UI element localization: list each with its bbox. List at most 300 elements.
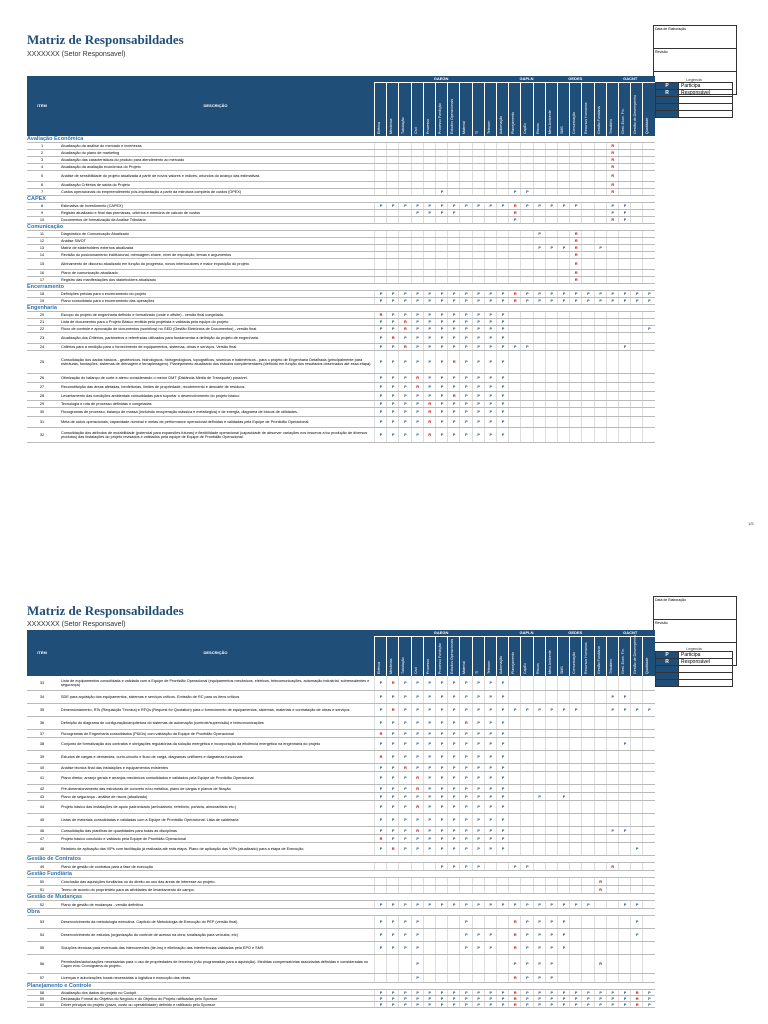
matrix-cell: P (533, 203, 546, 209)
matrix-cell: R (423, 401, 436, 407)
matrix-cell (423, 157, 436, 163)
matrix-cell: P (398, 312, 411, 318)
matrix-cell (447, 886, 460, 893)
matrix-cell (435, 238, 448, 244)
matrix-cell (569, 676, 582, 690)
matrix-cell (630, 408, 643, 416)
matrix-cell (594, 691, 607, 703)
matrix-cell (618, 751, 631, 763)
matrix-cell (398, 150, 411, 156)
row-number: 5 (40, 174, 44, 178)
matrix-cell (569, 738, 582, 750)
matrix-cell (642, 863, 655, 870)
header-column: Gestão Fundiária (594, 82, 607, 136)
matrix-cell: P (496, 764, 509, 771)
matrix-cell (630, 772, 643, 784)
page-2 (0, 590, 768, 1024)
matrix-cell (472, 277, 485, 283)
matrix-cell: P (520, 291, 533, 297)
row-number: 6 (40, 183, 44, 187)
matrix-cell (606, 259, 619, 269)
matrix-cell (581, 428, 594, 442)
matrix-cell (594, 333, 607, 343)
page-title: Matriz de Responsabildades (27, 32, 184, 47)
matrix-cell (618, 392, 631, 400)
matrix-cell (618, 326, 631, 332)
matrix-cell: P (472, 203, 485, 209)
matrix-cell (642, 319, 655, 325)
matrix-cell (618, 955, 631, 973)
matrix-cell (508, 277, 521, 283)
matrix-cell (581, 785, 594, 792)
matrix-cell (594, 801, 607, 813)
matrix-cell (374, 231, 387, 237)
matrix-cell (618, 717, 631, 729)
header-column: Planejamento (508, 82, 521, 136)
row-number: 2 (40, 151, 44, 155)
matrix-cell: P (484, 835, 497, 842)
matrix-cell: P (606, 990, 619, 995)
matrix-cell (496, 182, 509, 188)
matrix-cell (447, 189, 460, 195)
matrix-cell (618, 793, 631, 800)
matrix-cell: P (496, 827, 509, 834)
row-number: 14 (39, 253, 45, 257)
matrix-cell: P (459, 730, 472, 737)
matrix-cell (508, 150, 521, 156)
matrix-cell (606, 333, 619, 343)
header-group: GACNT (606, 630, 655, 637)
matrix-cell: R (447, 351, 460, 373)
row-description: Diagnóstico de Comunicação Atualizado (61, 232, 129, 236)
row-number: 16 (39, 271, 45, 275)
matrix-cell (606, 878, 619, 885)
matrix-cell: P (411, 392, 424, 400)
matrix-cell: R (569, 270, 582, 276)
matrix-cell (545, 312, 558, 318)
table-row (27, 182, 655, 189)
matrix-cell (447, 150, 460, 156)
matrix-cell (618, 929, 631, 941)
matrix-cell (581, 751, 594, 763)
matrix-cell: P (447, 401, 460, 407)
row-description: Projeto básico concluído e validado pela Equipe de Prontidão Operacional (61, 836, 186, 841)
matrix-cell (594, 974, 607, 982)
matrix-cell: P (398, 738, 411, 750)
matrix-cell: P (472, 428, 485, 442)
matrix-cell (472, 878, 485, 885)
matrix-cell (630, 428, 643, 442)
matrix-cell: R (508, 974, 521, 982)
matrix-cell (581, 312, 594, 318)
matrix-cell: P (435, 835, 448, 842)
matrix-cell (569, 955, 582, 973)
matrix-cell (508, 333, 521, 343)
matrix-cell: P (386, 691, 399, 703)
matrix-cell: P (520, 996, 533, 1001)
matrix-cell: R (606, 217, 619, 223)
matrix-cell: P (386, 319, 399, 325)
matrix-cell (484, 916, 497, 928)
matrix-cell: P (386, 408, 399, 416)
matrix-cell: P (398, 417, 411, 427)
matrix-cell (545, 793, 558, 800)
matrix-cell (533, 408, 546, 416)
matrix-cell (423, 878, 436, 885)
header-column: Mecânica (386, 636, 399, 676)
matrix-cell (594, 751, 607, 763)
matrix-cell (496, 886, 509, 893)
header-column: Qualidade (642, 82, 655, 136)
matrix-cell (581, 955, 594, 973)
matrix-cell (557, 231, 570, 237)
matrix-cell: P (472, 408, 485, 416)
matrix-cell (484, 252, 497, 258)
matrix-cell: P (472, 401, 485, 407)
matrix-cell (508, 245, 521, 251)
matrix-cell: P (386, 751, 399, 763)
matrix-cell: P (398, 901, 411, 908)
matrix-cell (533, 383, 546, 391)
matrix-cell (447, 143, 460, 149)
matrix-cell (508, 143, 521, 149)
matrix-cell: P (484, 319, 497, 325)
matrix-cell (435, 231, 448, 237)
matrix-cell (386, 955, 399, 973)
matrix-cell: P (423, 319, 436, 325)
matrix-cell (508, 835, 521, 842)
matrix-cell (459, 150, 472, 156)
matrix-cell (374, 189, 387, 195)
matrix-cell (386, 157, 399, 163)
row-number: 29 (39, 402, 45, 406)
matrix-cell (508, 157, 521, 163)
row-number: 18 (39, 292, 45, 296)
header-description: DESCRIÇÃO (203, 103, 228, 108)
row-number: 50 (39, 879, 45, 884)
table-row (27, 392, 655, 401)
matrix-cell (533, 835, 546, 842)
matrix-cell (435, 929, 448, 941)
matrix-cell: P (496, 730, 509, 737)
matrix-cell: P (472, 717, 485, 729)
matrix-cell: P (435, 351, 448, 373)
row-description: Plano diretor, arranjo gerais e arranjos mecânicos consolidados e validados pela Equipe de Prontidão Operacional (61, 776, 254, 780)
matrix-cell: P (386, 916, 399, 928)
matrix-cell (618, 189, 631, 195)
matrix-cell: R (508, 291, 521, 297)
matrix-cell (569, 392, 582, 400)
matrix-cell: R (606, 157, 619, 163)
matrix-cell (630, 835, 643, 842)
table-row (27, 827, 655, 835)
matrix-cell (472, 270, 485, 276)
matrix-cell (496, 252, 509, 258)
matrix-cell (520, 374, 533, 382)
matrix-cell: P (459, 738, 472, 750)
matrix-cell: P (374, 990, 387, 995)
matrix-cell (472, 974, 485, 982)
matrix-cell: P (447, 291, 460, 297)
row-number: 51 (39, 887, 45, 892)
matrix-cell: R (398, 344, 411, 350)
matrix-cell (508, 383, 521, 391)
row-description: SDE para aquisição dos equipamentos, sistemas e serviços críticos. Emissão de RC para os itens críticos (61, 695, 240, 699)
matrix-cell (618, 916, 631, 928)
matrix-cell: P (423, 392, 436, 400)
matrix-cell (435, 245, 448, 251)
matrix-cell: P (472, 1002, 485, 1007)
matrix-cell: P (386, 801, 399, 813)
matrix-cell: P (374, 351, 387, 373)
matrix-cell (472, 210, 485, 216)
matrix-cell: P (545, 942, 558, 954)
matrix-cell (581, 333, 594, 343)
matrix-cell (594, 772, 607, 784)
matrix-cell: P (557, 990, 570, 995)
matrix-cell (520, 835, 533, 842)
matrix-cell: P (581, 291, 594, 297)
matrix-cell (520, 157, 533, 163)
matrix-cell: P (459, 827, 472, 834)
matrix-cell: P (496, 392, 509, 400)
matrix-cell (545, 171, 558, 181)
matrix-cell: P (484, 428, 497, 442)
matrix-cell (533, 270, 546, 276)
matrix-cell (472, 157, 485, 163)
matrix-cell: P (484, 383, 497, 391)
matrix-cell (606, 843, 619, 855)
matrix-cell: P (496, 676, 509, 690)
matrix-cell (459, 259, 472, 269)
matrix-cell (606, 270, 619, 276)
matrix-cell: P (569, 704, 582, 716)
matrix-cell (557, 312, 570, 318)
matrix-cell: R (508, 298, 521, 304)
matrix-cell (557, 401, 570, 407)
matrix-cell: R (606, 171, 619, 181)
matrix-cell: P (374, 996, 387, 1001)
matrix-cell: P (496, 772, 509, 784)
matrix-cell: P (606, 298, 619, 304)
matrix-cell (520, 392, 533, 400)
matrix-cell (545, 259, 558, 269)
matrix-cell: P (411, 326, 424, 332)
matrix-cell (569, 401, 582, 407)
matrix-cell: P (496, 333, 509, 343)
matrix-cell: P (533, 245, 546, 251)
header-column: Material (459, 636, 472, 676)
matrix-cell (533, 738, 546, 750)
matrix-cell: P (447, 691, 460, 703)
legend-key-r-2: R (656, 659, 679, 666)
header-column: Meio Ambiente (545, 82, 558, 136)
matrix-cell (630, 764, 643, 771)
matrix-cell: P (545, 203, 558, 209)
matrix-cell (398, 974, 411, 982)
matrix-cell: R (569, 238, 582, 244)
matrix-cell (398, 189, 411, 195)
matrix-cell: P (520, 942, 533, 954)
matrix-cell: P (496, 751, 509, 763)
matrix-cell (435, 252, 448, 258)
table-row (27, 252, 655, 259)
matrix-cell (594, 730, 607, 737)
matrix-cell: P (496, 843, 509, 855)
matrix-cell: P (496, 383, 509, 391)
row-description: Fluxo de controle e aprovação de documentos (workflow) no GED (Gestão Eletrônica de Documentos) - versão final. (61, 327, 258, 331)
matrix-cell: P (459, 326, 472, 332)
matrix-cell: P (398, 843, 411, 855)
matrix-cell: P (386, 738, 399, 750)
matrix-cell (374, 182, 387, 188)
matrix-cell (581, 793, 594, 800)
table-row (27, 955, 655, 974)
matrix-cell: R (569, 277, 582, 283)
header-column: Recursos Humanos (581, 636, 594, 676)
matrix-cell: P (496, 996, 509, 1001)
matrix-cell: P (423, 383, 436, 391)
matrix-cell (606, 901, 619, 908)
matrix-cell (557, 392, 570, 400)
matrix-cell: P (581, 990, 594, 995)
row-number: 55 (39, 946, 45, 950)
matrix-cell (581, 814, 594, 826)
matrix-cell (545, 827, 558, 834)
matrix-cell (642, 374, 655, 382)
matrix-cell: P (435, 785, 448, 792)
matrix-cell (472, 189, 485, 195)
matrix-cell (545, 408, 558, 416)
matrix-cell (472, 164, 485, 170)
matrix-cell (642, 171, 655, 181)
row-description: Registro atualizado e final das premissas, critérios e memória de cálculo de custos (61, 211, 201, 215)
matrix-cell (520, 312, 533, 318)
matrix-cell (581, 171, 594, 181)
matrix-cell (386, 245, 399, 251)
row-description: Termo de acordo do proprietário para as atividades de levantamento de campo. (61, 887, 195, 892)
matrix-cell: P (618, 704, 631, 716)
matrix-cell: P (545, 1002, 558, 1007)
matrix-cell (594, 164, 607, 170)
matrix-cell (618, 764, 631, 771)
matrix-cell: P (411, 738, 424, 750)
matrix-cell (398, 217, 411, 223)
matrix-cell (533, 210, 546, 216)
matrix-cell (447, 252, 460, 258)
legend-title: Legenda (686, 77, 702, 82)
legend (655, 77, 733, 118)
matrix-cell: P (642, 996, 655, 1001)
section-header: Comunicação (27, 224, 655, 231)
matrix-cell: P (435, 827, 448, 834)
matrix-cell (520, 259, 533, 269)
matrix-cell: P (581, 996, 594, 1001)
row-number: 4 (40, 165, 44, 169)
matrix-cell (569, 785, 582, 792)
matrix-cell: P (520, 189, 533, 195)
matrix-cell (569, 835, 582, 842)
matrix-cell: P (423, 291, 436, 297)
matrix-cell: P (411, 835, 424, 842)
matrix-cell (569, 326, 582, 332)
matrix-cell: P (496, 374, 509, 382)
matrix-cell: P (520, 916, 533, 928)
matrix-cell: P (423, 691, 436, 703)
matrix-cell (520, 772, 533, 784)
matrix-cell (594, 929, 607, 941)
matrix-cell (642, 401, 655, 407)
matrix-cell (520, 843, 533, 855)
matrix-cell (508, 814, 521, 826)
matrix-cell (581, 157, 594, 163)
matrix-cell (581, 270, 594, 276)
matrix-cell (374, 270, 387, 276)
matrix-cell: P (484, 333, 497, 343)
matrix-cell: P (618, 738, 631, 750)
matrix-cell (557, 164, 570, 170)
row-number: 53 (39, 920, 45, 924)
matrix-cell (386, 974, 399, 982)
matrix-cell (569, 164, 582, 170)
matrix-cell (642, 929, 655, 941)
matrix-cell (435, 955, 448, 973)
table-row (27, 676, 655, 691)
matrix-cell (411, 252, 424, 258)
table-row (27, 886, 655, 894)
matrix-cell: P (374, 676, 387, 690)
matrix-cell (618, 863, 631, 870)
matrix-cell (520, 319, 533, 325)
matrix-cell (484, 231, 497, 237)
matrix-cell: P (533, 1002, 546, 1007)
matrix-cell (508, 827, 521, 834)
matrix-cell: P (618, 344, 631, 350)
matrix-cell (508, 270, 521, 276)
matrix-cell (594, 942, 607, 954)
row-description: Fluxogramas de Engenharia consolidados (P&IDs) com validação da Equipe de Prontidão Operacional (61, 731, 234, 736)
matrix-cell: P (411, 955, 424, 973)
matrix-cell (581, 942, 594, 954)
matrix-cell (581, 730, 594, 737)
matrix-cell (606, 408, 619, 416)
table-row (27, 277, 655, 284)
section-header: Gestão Fundiária (27, 871, 655, 878)
matrix-cell: P (496, 428, 509, 442)
matrix-cell (459, 210, 472, 216)
matrix-cell: P (496, 408, 509, 416)
matrix-cell: P (557, 245, 570, 251)
matrix-cell (545, 333, 558, 343)
table-row (27, 374, 655, 383)
matrix-cell (459, 277, 472, 283)
matrix-cell (569, 929, 582, 941)
matrix-cell: P (459, 408, 472, 416)
matrix-cell (642, 203, 655, 209)
matrix-cell (533, 238, 546, 244)
matrix-cell (545, 751, 558, 763)
matrix-cell: P (435, 383, 448, 391)
table-row (27, 164, 655, 171)
row-description: Análise SWOT (61, 239, 86, 243)
matrix-cell: P (398, 374, 411, 382)
matrix-cell: P (423, 990, 436, 995)
matrix-cell (581, 863, 594, 870)
matrix-cell (423, 259, 436, 269)
matrix-cell: P (423, 676, 436, 690)
matrix-cell: P (435, 691, 448, 703)
matrix-cell (545, 835, 558, 842)
